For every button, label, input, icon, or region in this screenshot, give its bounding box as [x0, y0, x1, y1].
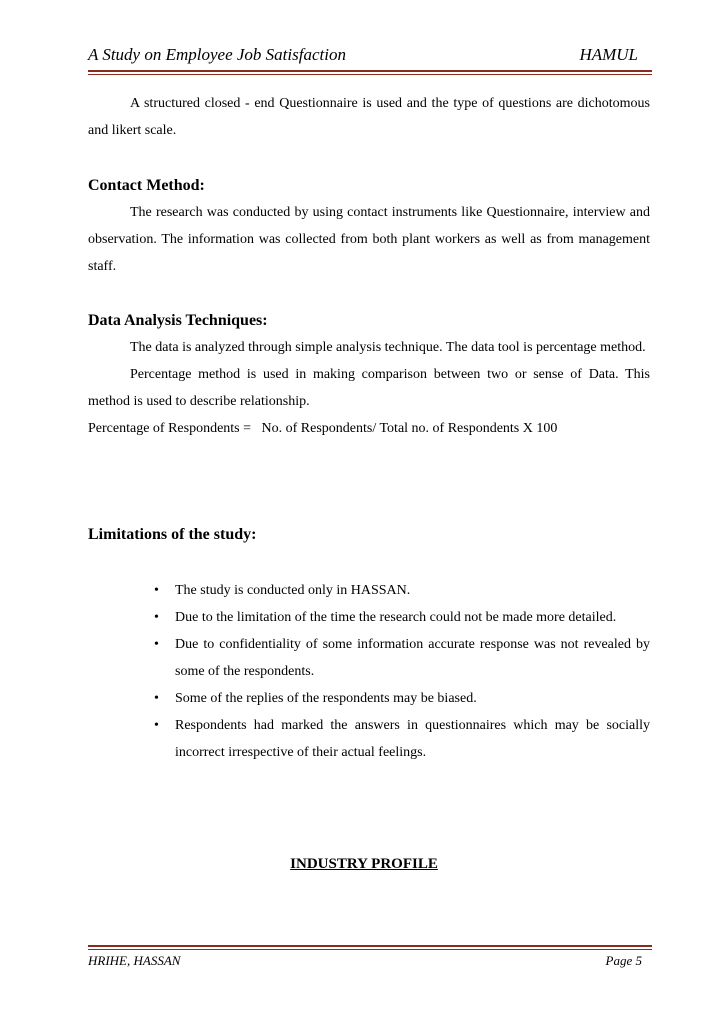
list-item: [88, 631, 650, 685]
footer-rule-thin: [88, 949, 652, 950]
header-title: A Study on Employee Job Satisfaction: [88, 45, 346, 64]
limitations-heading: Limitations of the study:: [88, 526, 257, 543]
list-item: [88, 685, 650, 712]
contact-heading: Contact Method:: [88, 177, 205, 194]
industry-profile-heading: INDUSTRY PROFILE: [290, 856, 438, 872]
bullet-icon: •: [154, 610, 159, 625]
intro-section: [88, 90, 650, 144]
header-rule: [88, 70, 652, 72]
list-item: [88, 604, 650, 631]
intro-paragraph: A structured closed - end Questionnaire is used and the type of questions are dichotomous and likert scale.: [88, 96, 650, 138]
page-number: Page 5: [605, 953, 642, 968]
limitations-list: [88, 577, 650, 766]
list-item-text: Due to the limitation of the time the research could not be made more detailed.: [175, 610, 617, 625]
list-item-text: Some of the replies of the respondents may be biased.: [175, 691, 477, 706]
analysis-section: [88, 307, 650, 442]
contact-section: [88, 172, 650, 280]
footer-rule: [88, 945, 652, 947]
analysis-heading: Data Analysis Techniques:: [88, 312, 268, 329]
list-item: [88, 712, 650, 766]
list-item-text: Respondents had marked the answers in questionnaires which may be socially incorrect irrespective of their actual feelings.: [175, 718, 650, 760]
bullet-icon: •: [154, 583, 159, 598]
header-right: HAMUL: [579, 45, 638, 64]
footer-left: HRIHE, HASSAN: [88, 953, 181, 968]
header-rule-thin: [88, 74, 652, 75]
list-item: [88, 577, 650, 604]
analysis-paragraph-2: Percentage method is used in making comparison between two or sense of Data. This method is used to describe relationship.: [88, 367, 650, 409]
contact-paragraph: The research was conducted by using contact instruments like Questionnaire, interview and observation. The information was collected from both plant workers as well as from management staff.: [88, 205, 650, 274]
bullet-icon: •: [154, 718, 159, 733]
bullet-icon: •: [154, 691, 159, 706]
limitations-section: [88, 521, 650, 548]
bullet-icon: •: [154, 637, 159, 652]
list-item-text: The study is conducted only in HASSAN.: [175, 583, 411, 598]
list-item-text: Due to confidentiality of some information accurate response was not revealed by some of the respondents.: [175, 637, 650, 679]
analysis-paragraph-1: The data is analyzed through simple analysis technique. The data tool is percentage method.: [130, 340, 646, 355]
percentage-formula: Percentage of Respondents = No. of Respondents/ Total no. of Respondents X 100: [88, 421, 558, 436]
